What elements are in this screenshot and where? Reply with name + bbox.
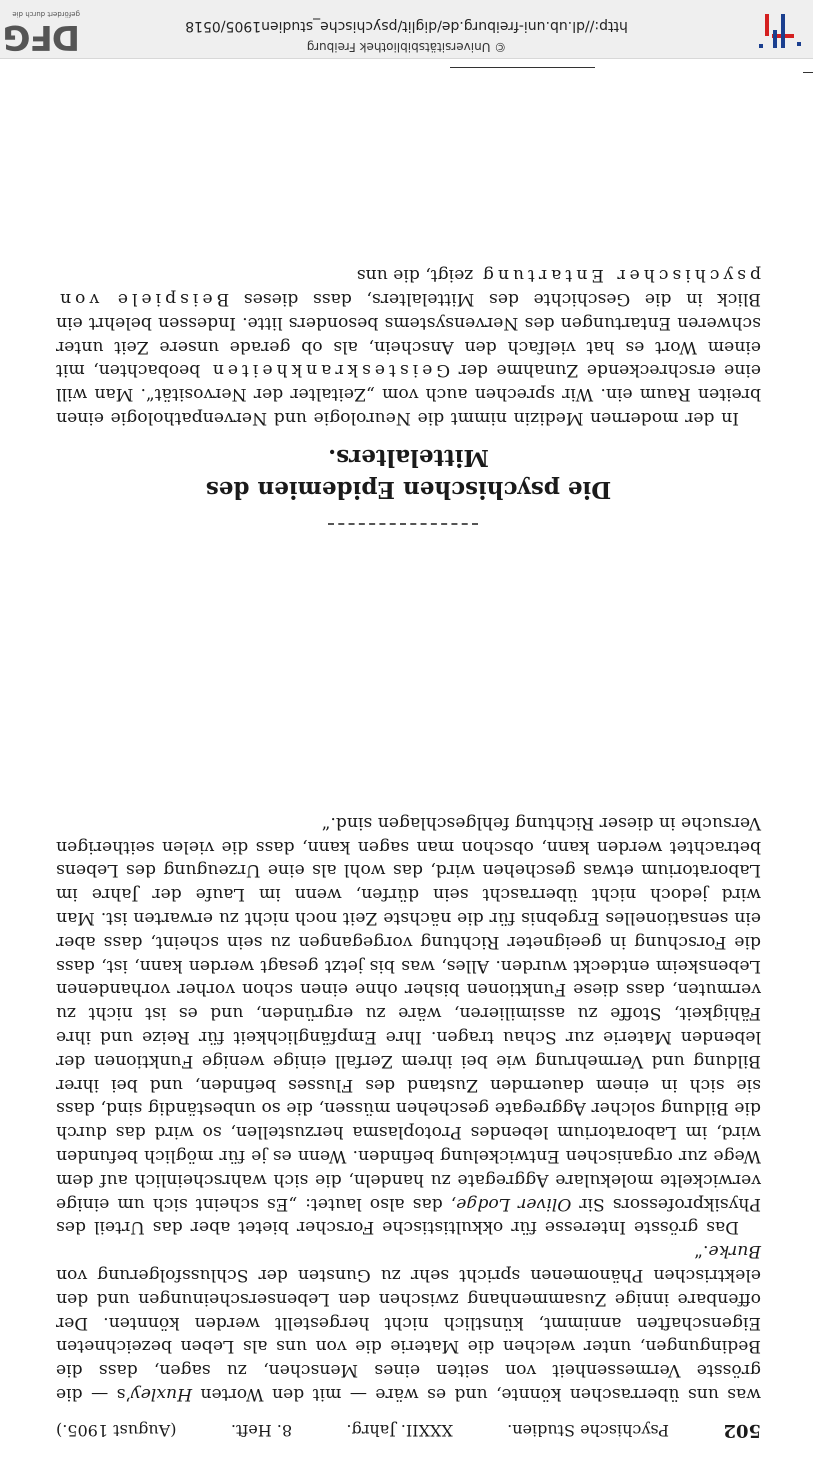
dfg-subtitle: gefördert durch die [12, 10, 80, 18]
bottom-rule [450, 67, 595, 68]
copyright-text: © Universitätsbibliothek Freiburg [306, 40, 507, 54]
title-line-1: Die psychischen Epidemien des [205, 476, 612, 503]
volume-label: XXXII. Jahrg. [346, 1421, 453, 1440]
page-number: 502 [723, 1420, 761, 1441]
title-line-2: Mittelalters. [328, 444, 489, 471]
viewer-footer [0, 0, 813, 59]
date-label: (August 1905.) [56, 1421, 177, 1440]
paragraph: In der modernen Medizin nimmt die Neurologie und Nervenpathologie einen breiten Raum ein. Wir sprechen auch vom „Zeitalter der Nervosität“. Man will eine erschreckende Zunahme der Geisteskrankheiten beobachten, mit einem Wort es hat vielfach den Anschein, als ob gerade unsere Zeit unter schweren Entartungen des Nervensystems besonders litte. Indessen belehrt ein Blick in die Geschichte des Mittelalters, dass dieses Beispiele von psychischer Entartung zeigt, die uns [56, 265, 761, 428]
text-block-upper [56, 810, 761, 1405]
dfg-mark: DFG [3, 17, 80, 57]
dfg-logo[interactable] [0, 6, 84, 57]
issue-label: 8. Heft. [230, 1421, 293, 1440]
journal-title: Psychische Studien. [507, 1421, 670, 1440]
section-title [56, 441, 761, 505]
corner-mark [803, 72, 813, 73]
text-block-lower [56, 262, 761, 429]
permalink-url[interactable]: http://dl.ub.uni-freiburg.de/diglit/psychische_studien1905/0518 [185, 18, 628, 34]
paragraph: was uns überraschen könnte, und es wäre — mit den Worten Huxley’s — die grösste Vermessenheit von seiten eines Menschen, zu sagen, dass die Bedingungen, unter welchen die Materie die von uns als Leben bezeichneten Eigenschaften annimmt, künstlich nicht hergestellt werden könnten. Der offenbare innige Zusammenhang zwischen den Lebenserscheinungen und den elektrischen Phänomenen spricht sehr zu Gunsten der Schlussfolgerung von Burke.“ [56, 1241, 761, 1404]
running-header [56, 1420, 761, 1441]
paragraph: Das grösste Interesse für okkultistische Forscher bietet aber das Urteil des Physikprofessors Sir Oliver Lodge, das also lautet: „Es scheint sich um einige verwickelte molekulare Aggregate zu handeln, die sich wahrscheinlich auf dem Wege zur organischen Entwickelung befinden. Wenn es je für möglich befunden wird, im Laboratorium lebendes Protoplasma herzustellen, so wird das durch die Bildung solcher Aggregate geschehen müssen, die so unbeständig sind, dass sie sich in einem dauernden Zustand des Flusses befinden, und bei ihrer Bildung und Vermehrung wie bei ihrem Zerfall einige wenige Funktionen der lebenden Materie zur Schau tragen. Ihre Empfänglichkeit für Reize und ihre Fähigkeit, Stoffe zu assimilieren, wäre zu ergründen, und es ist nicht zu vermuten, dass diese Funktionen bisher ohne einen schon vorher vorhandenen Lebenskeim entdeckt wurden. Alles, was bis jetzt gesagt werden kann, ist, dass die Forschung in geeigneter Richtung vorgegangen zu sein scheint, dass aber ein sensationelles Ergebnis für die nächste Zeit noch nicht zu erwarten ist. Man wird jedoch nicht überrascht sein dürfen, wenn im Laufe der Jahre im Laboratorium etwas geschehen wird, das wohl als eine Urzeugung des Lebens betrachtet werden kann, obschon man sagen kann, dass die vielen seitherigen Versuche in dieser Richtung fehlgeschlagen sind.“ [56, 812, 761, 1238]
section-divider [328, 523, 478, 525]
